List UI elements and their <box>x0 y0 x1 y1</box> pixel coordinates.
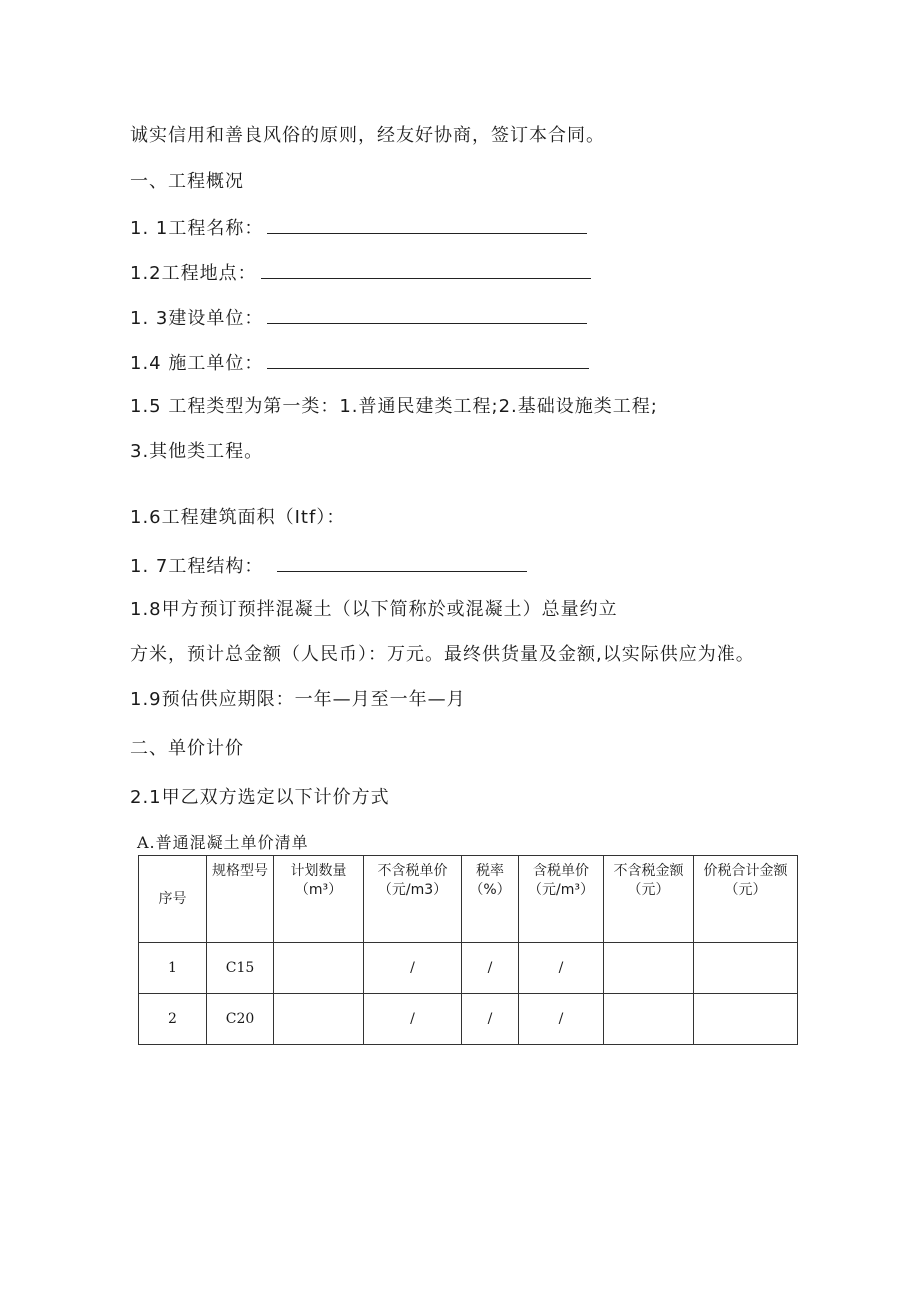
builder-row <box>130 305 587 331</box>
cell-spec: C20 <box>207 994 274 1045</box>
cell-amt-excl[interactable] <box>604 994 694 1045</box>
header-amt-excl: 不含税金额（元） <box>604 856 694 943</box>
cell-unit-incl: / <box>519 994 604 1045</box>
cell-amt-excl[interactable] <box>604 943 694 994</box>
building-area-line: 1.6工程建筑面积（Itf）： <box>130 507 346 528</box>
project-type-line-2: 3.其他类工程。 <box>130 441 264 462</box>
header-amt-total: 价税合计金额（元） <box>694 856 798 943</box>
cell-seq: 1 <box>139 943 207 994</box>
contractor-row <box>130 350 589 376</box>
table-row <box>139 943 798 994</box>
cell-amt-total[interactable] <box>694 943 798 994</box>
project-name-label: 1. 1工程名称： <box>130 218 264 239</box>
section-2-title: 二、单价计价 <box>130 738 244 759</box>
project-name-blank[interactable] <box>267 215 587 234</box>
supply-period-line: 1.9预估供应期限：一年—月至一年—月 <box>130 689 466 710</box>
concrete-volume-line-1: 1.8甲方预订预拌混凝土（以下简称於或混凝土）总量约立 <box>130 599 618 620</box>
project-name-row <box>130 215 587 241</box>
header-spec: 规格型号 <box>207 856 274 943</box>
cell-amt-total[interactable] <box>694 994 798 1045</box>
cell-unit-incl: / <box>519 943 604 994</box>
builder-label: 1. 3建设单位： <box>130 308 264 329</box>
cell-seq: 2 <box>139 994 207 1045</box>
concrete-volume-line-2: 方米，预计总金额（人民币）：万元。最终供货量及金额,以实际供应为准。 <box>130 644 755 665</box>
cell-unit-excl: / <box>364 943 462 994</box>
project-type-line-1: 1.5 工程类型为第一类：1.普通民建类工程;2.基础设施类工程; <box>130 396 658 417</box>
contractor-label: 1.4 施工单位： <box>130 353 264 374</box>
header-unit-incl: 含税单价（元/m³） <box>519 856 604 943</box>
cell-rate: / <box>462 943 519 994</box>
project-location-row <box>130 260 591 286</box>
header-qty: 计划数量（m³） <box>274 856 364 943</box>
section-1-title: 一、工程概况 <box>130 171 244 192</box>
project-location-blank[interactable] <box>261 260 591 279</box>
builder-blank[interactable] <box>267 305 587 324</box>
structure-row <box>130 553 527 579</box>
cell-spec: C15 <box>207 943 274 994</box>
header-seq: 序号 <box>139 856 207 943</box>
header-unit-excl: 不含税单价（元/m3） <box>364 856 462 943</box>
cell-qty[interactable] <box>274 994 364 1045</box>
structure-blank[interactable] <box>277 553 527 572</box>
header-rate: 税率（%） <box>462 856 519 943</box>
contractor-blank[interactable] <box>267 350 589 369</box>
cell-qty[interactable] <box>274 943 364 994</box>
price-table <box>138 855 798 1045</box>
table-row <box>139 994 798 1045</box>
project-location-label: 1.2工程地点： <box>130 263 257 284</box>
table-header-row <box>139 856 798 943</box>
cell-unit-excl: / <box>364 994 462 1045</box>
pricing-method-line: 2.1甲乙双方选定以下计价方式 <box>130 787 390 808</box>
price-table-caption: A.普通混凝土单价清单 <box>137 833 309 852</box>
intro-line: 诚实信用和善良风俗的原则，经友好协商，签订本合同。 <box>130 125 605 146</box>
cell-rate: / <box>462 994 519 1045</box>
structure-label: 1. 7工程结构： <box>130 556 264 577</box>
